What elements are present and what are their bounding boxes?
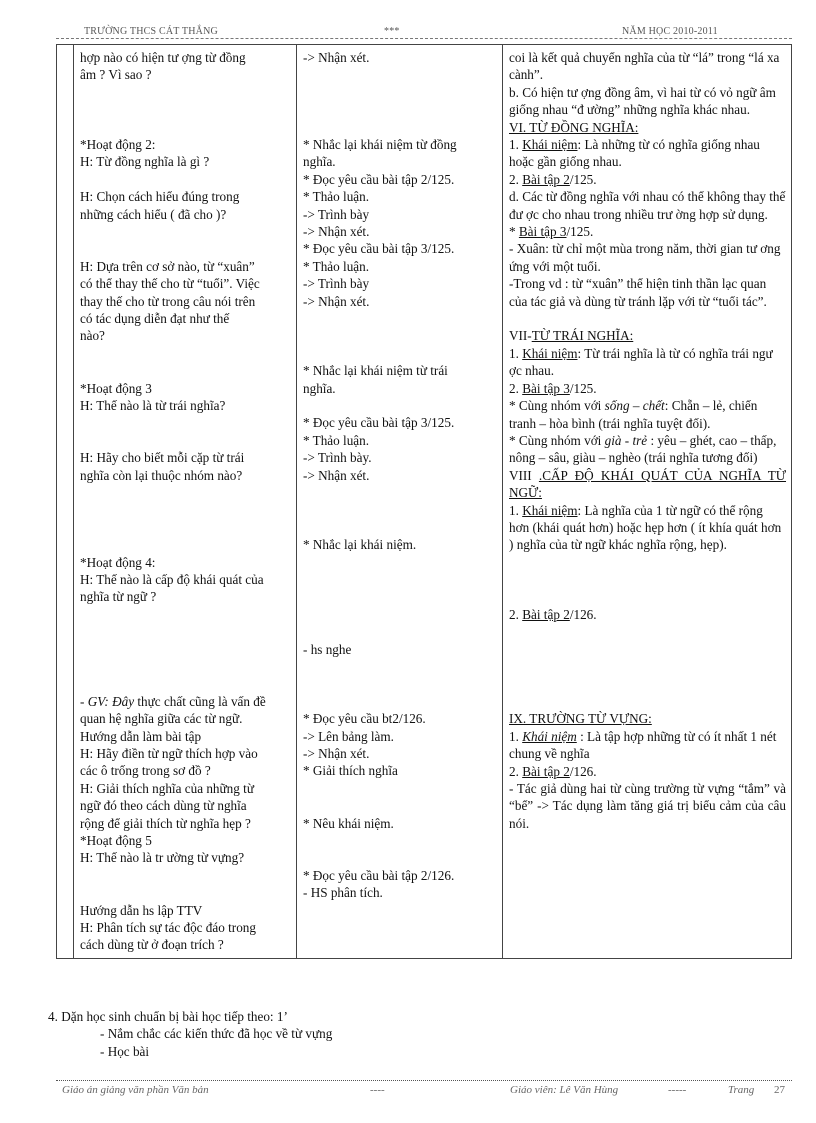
section-6-xuan: - Xuân: từ chỉ một mùa trong năm, thời gian tư ơng ứng với một tuổi.: [509, 241, 781, 274]
text-line: *Hoạt động 3: [80, 380, 152, 396]
text-line: ngữ đó theo cách dùng từ nghĩa: [80, 798, 247, 814]
text-line: H: Chọn cách hiểu đúng trong: [80, 189, 240, 205]
text-line: -> Lên bảng làm.: [303, 728, 394, 744]
text-line: hợp nào có hiện tư ợng từ đồng: [80, 50, 246, 65]
text-line: có thể thay thế cho từ “tuổi”. Việc: [80, 276, 260, 292]
text-line: âm ? Vì sao ?: [80, 67, 152, 83]
text-line: H: Thế nào là tr ường từ vựng?: [80, 850, 245, 866]
text-line: Hướng dẫn làm bài tập: [80, 728, 202, 744]
text-line: có tác dụng diễn đạt như thế: [80, 311, 230, 326]
text-line: H: Hãy điền từ ngữ thích hợp vào: [80, 745, 258, 761]
text-line: -> Nhận xét.: [303, 50, 370, 65]
text-line: nghĩa.: [303, 154, 336, 170]
text-line: những cách hiểu ( đã cho )?: [80, 206, 227, 222]
content-cell: [503, 45, 792, 959]
school-year: NĂM HỌC 2010-2011: [622, 26, 718, 37]
section-9-definition: 1. Khái niệm : Là tập hợp những từ có ít nhất 1 nét chung về nghĩa: [509, 728, 777, 762]
text-line: thay thế cho từ trong câu nói trên: [80, 293, 256, 309]
section-6-exercise-2: 2. Bài tập 2/125.: [509, 171, 597, 187]
section-6-example: -Trong vd : từ “xuân” thể hiện tinh thần lạc quan của tác giả và dùng từ tránh lặp với từ “tuổi tác”.: [509, 276, 767, 309]
text-line: nào?: [80, 328, 105, 344]
text-line: -> Trình bày: [303, 206, 370, 222]
text-line: H: Dựa trên cơ sở nào, từ “xuân”: [80, 258, 255, 274]
text-line: nghĩa từ ngữ ?: [80, 589, 157, 605]
section-6-answer-d: d. Các từ đồng nghĩa với nhau có thể không thay thế đư ợc cho nhau trong nhiều trư ờng hợp sử dụng.: [509, 189, 786, 222]
section-7-group-1: * Cùng nhóm với sống – chết: Chẵn – lẻ, chiến tranh – hòa bình (trái nghĩa tuyệt đối).: [509, 398, 758, 431]
section-7-group-2: * Cùng nhóm với già - trẻ : yêu – ghét, cao – thấp, nông – sâu, giàu – nghèo (trái nghĩa tương đối): [509, 432, 777, 466]
school-name: TRƯỜNG THCS CÁT THẮNG: [84, 26, 218, 37]
text-line: cách dùng từ ở đoạn trích ?: [80, 937, 224, 953]
text-line: * Nhắc lại khái niệm từ đồng: [303, 136, 457, 152]
text-line: nghĩa.: [303, 380, 336, 396]
section-7-title: VII-TỪ TRÁI NGHĨA:: [509, 328, 634, 344]
text-line: H: Hãy cho biết mỗi cặp từ trái: [80, 450, 245, 466]
footer-dash: ----: [370, 1084, 385, 1096]
header-divider: [56, 38, 792, 39]
text-line: * Đọc yêu cầu bài tập 3/125.: [303, 241, 455, 257]
text-line: -> Nhận xét.: [303, 224, 370, 239]
text-line: * Thảo luận.: [303, 432, 370, 448]
text-line: -> Nhận xét.: [303, 745, 370, 761]
text-line: *Hoạt động 5: [80, 832, 152, 848]
text-line: * Thảo luận.: [303, 189, 370, 205]
section-6-title: VI. TỪ ĐỒNG NGHĨA:: [509, 119, 639, 135]
text-line: * Nhắc lại khái niệm.: [303, 537, 417, 553]
section-8-title: VIII .CẤP ĐỘ KHÁI QUÁT CỦA NGHĨA TỪ NGỮ:: [509, 467, 787, 501]
footer-page-label: Trang: [728, 1084, 755, 1096]
text-line: - HS phân tích.: [303, 885, 383, 901]
section-6-exercise-3: * Bài tập 3/125.: [509, 224, 594, 240]
section-7-definition: 1. Khái niệm: Từ trái nghĩa là từ có nghĩa trái ngư ợc nhau.: [509, 345, 773, 379]
lesson-table: [56, 44, 792, 959]
text-line: H: Thế nào là cấp độ khái quát của: [80, 571, 264, 587]
footer-page-number: 27: [774, 1084, 785, 1096]
text-line: * Đọc yêu cầu bài tập 2/126.: [303, 867, 455, 883]
section-6-definition: 1. Khái niệm: Là những từ có nghĩa giống nhau hoặc gần giống nhau.: [509, 137, 760, 170]
header-separator: ***: [384, 26, 400, 37]
index-cell: [57, 45, 74, 959]
content-paragraph: b. Có hiện tư ợng đồng âm, vì hai từ có vỏ ngữ âm giống nhau “đ ường” những nghĩa khác nhau.: [509, 84, 776, 118]
text-line: *Hoạt động 4:: [80, 554, 156, 570]
text-line: -> Nhận xét.: [303, 467, 370, 483]
page-footer: [0, 1084, 816, 1104]
text-line: * Thảo luận.: [303, 258, 370, 274]
section-7-exercise: 2. Bài tập 3/125.: [509, 380, 597, 396]
text-line: Hướng dẫn hs lập TTV: [80, 902, 203, 918]
text-line: * Đọc yêu cầu bài tập 3/125.: [303, 415, 455, 431]
text-line: -> Trình bày: [303, 276, 370, 292]
text-line: H: Từ đồng nghĩa là gì ?: [80, 154, 210, 170]
text-line: * Nêu khái niệm.: [303, 815, 394, 831]
table-row: [57, 45, 792, 959]
footer-dash: -----: [668, 1084, 687, 1096]
student-activity-cell: [297, 45, 503, 959]
text-line: H: Thế nào là từ trái nghĩa?: [80, 398, 226, 413]
homework-section: [48, 1008, 332, 1060]
teacher-activity-cell: [74, 45, 297, 959]
text-line: - hs nghe: [303, 641, 352, 657]
text-line: các ô trống trong sơ đồ ?: [80, 763, 211, 779]
text-line: * Giải thích nghĩa: [303, 763, 398, 779]
text-line: -> Nhận xét.: [303, 293, 370, 309]
text-line: * Đọc yêu cầu bt2/126.: [303, 711, 426, 727]
section-9-analysis: - Tác giả dùng hai từ cùng trường từ vựng “tắm” và “bể” -> Tác dụng làm tăng giá trị biểu cảm của câu nói.: [509, 780, 786, 831]
section-8-exercise: 2. Bài tập 2/126.: [509, 606, 597, 622]
section-8-definition: 1. Khái niệm: Là nghĩa của 1 từ ngữ có thể rộng hơn (khái quát hơn) hoặc hẹp hơn ( ít khía quát hơn ) nghĩa của từ ngữ khác nghĩa rộng, hẹp).: [509, 502, 782, 553]
text-line: * Nhắc lại khái niệm từ trái: [303, 363, 448, 379]
section-9-exercise: 2. Bài tập 2/126.: [509, 763, 597, 779]
homework-item: - Học bài: [100, 1043, 150, 1059]
text-line: nghĩa còn lại thuộc nhóm nào?: [80, 467, 243, 483]
section-9-title: IX. TRƯỜNG TỪ VỰNG:: [509, 711, 652, 727]
footer-left-text: Giáo án giảng văn phần Văn bản: [62, 1084, 209, 1096]
footer-teacher: Giáo viên: Lê Văn Hùng: [510, 1084, 619, 1096]
homework-item: - Nắm chắc các kiến thức đã học về từ vựng: [100, 1026, 333, 1042]
footer-divider: [56, 1080, 792, 1081]
text-line: H: Giải thích nghĩa của những từ: [80, 780, 254, 796]
text-line: rộng để giải thích từ nghĩa hẹp ?: [80, 815, 251, 831]
text-line: *Hoạt động 2:: [80, 136, 156, 152]
text-line: - GV: Đây thực chất cũng là vấn đề: [80, 693, 266, 709]
text-line: quan hệ nghĩa giữa các từ ngữ.: [80, 711, 243, 727]
content-paragraph: coi là kết quả chuyển nghĩa của từ “lá” trong “lá xa cành”.: [509, 50, 780, 83]
text-line: -> Trình bày.: [303, 450, 372, 466]
text-line: * Đọc yêu cầu bài tập 2/125.: [303, 171, 455, 187]
homework-title: 4. Dặn học sinh chuẩn bị bài học tiếp theo: 1’: [48, 1009, 288, 1024]
text-line: H: Phân tích sự tác độc đáo trong: [80, 919, 256, 935]
